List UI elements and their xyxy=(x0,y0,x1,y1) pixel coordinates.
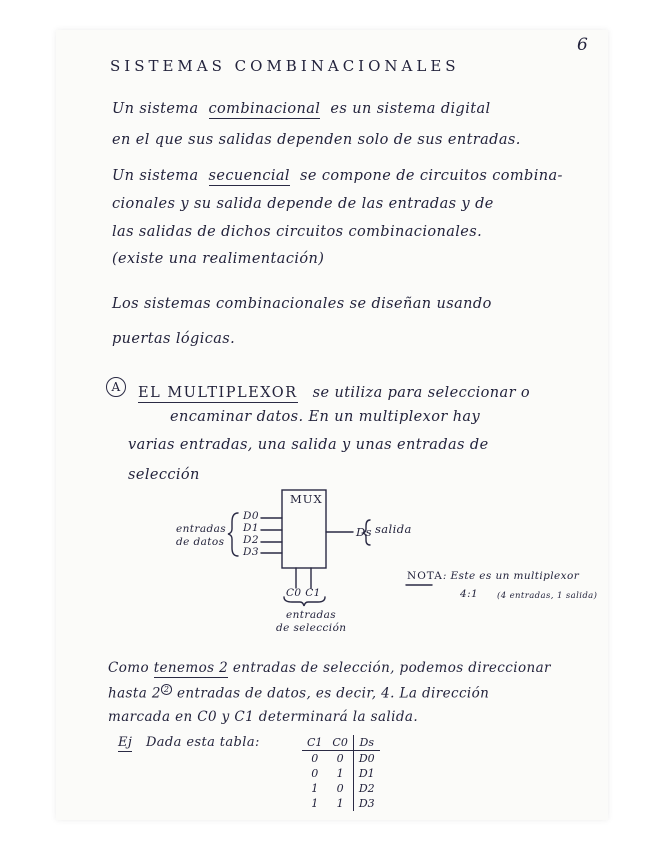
example-line xyxy=(118,735,260,750)
nota-text: : Este es un multiplexor xyxy=(442,570,580,582)
table-cell: 0 xyxy=(311,752,319,765)
section-a-line-4: selección xyxy=(128,467,200,483)
select-inputs: C0 C1 xyxy=(286,587,321,599)
header-ds: Ds xyxy=(353,735,379,751)
input-d2: D2 xyxy=(243,534,259,546)
section-a-line-1-text: se utiliza para seleccionar o xyxy=(312,385,531,401)
intro-line-7: Los sistemas combinacionales se diseñan usando xyxy=(112,296,492,312)
intro-line-3-start: Un sistema xyxy=(112,168,199,184)
input-d3: D3 xyxy=(243,546,259,558)
table-cell: 1 xyxy=(311,797,319,810)
intro-line-6: (existe una realimentación) xyxy=(112,251,325,267)
table-cell: 1 xyxy=(327,796,353,811)
explanation-line-2 xyxy=(108,685,489,702)
example-label: Ej xyxy=(118,735,133,750)
intro-line-4: cionales y su salida depende de las entradas y de xyxy=(112,196,494,212)
table-cell: 0 xyxy=(327,751,353,767)
term-secuencial: secuencial xyxy=(208,168,290,184)
intro-line-3-end: se compone de circuitos combina- xyxy=(300,168,563,184)
section-a-marker: A xyxy=(106,377,126,397)
section-a-line-2: encaminar datos. En un multiplexor hay xyxy=(170,409,481,425)
table-cell: D3 xyxy=(358,797,375,810)
explanation-line-2-text: entradas de datos, es decir, 4. La dirección xyxy=(177,685,490,702)
table-cell: D0 xyxy=(358,752,375,765)
inputs-brace xyxy=(228,513,238,556)
example-text: Dada esta tabla: xyxy=(145,735,260,750)
mux-label: MUX xyxy=(290,492,323,506)
select-label-2: de selección xyxy=(276,622,347,634)
select-label-1: entradas xyxy=(286,609,337,621)
nota-detail: (4 entradas, 1 salida) xyxy=(497,591,598,601)
truth-table xyxy=(302,735,380,811)
table-row xyxy=(302,766,380,781)
table-cell: 0 xyxy=(311,767,319,780)
intro-line-1-start: Un sistema xyxy=(112,101,199,117)
output-ds: Ds xyxy=(356,525,372,539)
table-cell: 1 xyxy=(327,766,353,781)
table-cell: D1 xyxy=(358,767,375,780)
term-combinacional: combinacional xyxy=(208,101,321,117)
intro-line-5: las salidas de dichos circuitos combinacionales. xyxy=(112,224,483,240)
inputs-label-1: entradas xyxy=(176,523,227,535)
intro-line-2: en el que sus salidas dependen solo de sus entradas. xyxy=(112,132,521,148)
explanation-start: Como xyxy=(108,660,149,676)
intro-line-1-end: es un sistema digital xyxy=(330,101,491,117)
section-a-line-3: varias entradas, una salida y unas entradas de xyxy=(128,437,489,453)
table-cell: 0 xyxy=(327,781,353,796)
intro-line-8: puertas lógicas. xyxy=(112,331,236,347)
explanation-line-3: marcada en C0 y C1 determinará la salida. xyxy=(108,709,419,725)
table-row xyxy=(302,781,380,796)
nota-ratio: 4:1 xyxy=(460,588,479,600)
input-d0: D0 xyxy=(243,510,259,522)
exponent: 2 xyxy=(161,684,173,695)
multiplexor-heading: EL MULTIPLEXOR xyxy=(138,385,298,401)
output-label: salida xyxy=(375,522,412,536)
input-d1: D1 xyxy=(243,522,259,534)
table-cell: 1 xyxy=(311,782,319,795)
nota-line-1 xyxy=(407,570,579,582)
explanation-line-1 xyxy=(108,660,551,676)
nota-label: NOTA xyxy=(407,570,443,582)
table-row xyxy=(302,796,380,811)
table-row xyxy=(302,751,380,767)
explanation-term: tenemos 2 xyxy=(153,660,229,676)
truth-table-header xyxy=(302,735,380,751)
header-c0: C0 xyxy=(327,735,353,751)
explanation-hasta: hasta 2 xyxy=(108,685,161,702)
explanation-end: entradas de selección, podemos direccionar xyxy=(232,660,551,676)
page-number: 6 xyxy=(577,35,589,55)
table-cell: D2 xyxy=(358,782,375,795)
header-c1: C1 xyxy=(302,735,327,751)
page-title: SISTEMAS COMBINACIONALES xyxy=(110,57,460,75)
data-inputs xyxy=(243,510,259,558)
inputs-label-2: de datos xyxy=(176,536,225,548)
